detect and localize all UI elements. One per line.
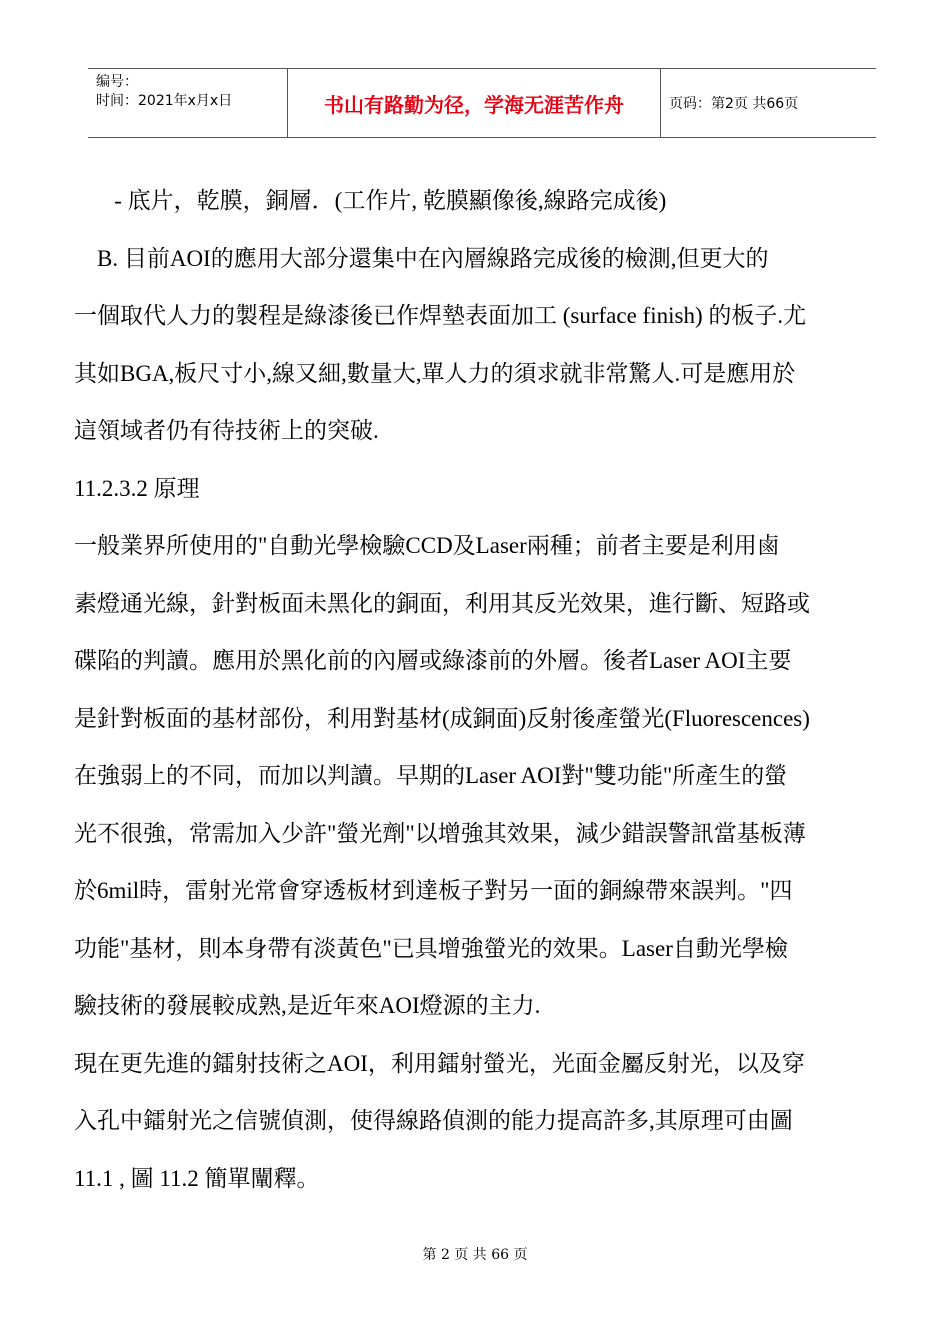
body-line: 碟陷的判讀。應用於黑化前的內層或綠漆前的外層。後者Laser AOI主要 — [74, 648, 792, 673]
page-footer: 第 2 页 共 66 页 — [422, 1247, 528, 1263]
body-line: 在強弱上的不同，而加以判讀。早期的Laser AOI對"雙功能"所產生的螢 — [74, 763, 788, 788]
body-line: 入孔中鐳射光之信號偵測，使得線路偵測的能力提高許多,其原理可由圖 — [74, 1108, 793, 1133]
header-meta-cell — [88, 69, 288, 137]
body-line: - 底片，乾膜，銅層．(工作片, 乾膜顯像後,線路完成後) — [74, 188, 667, 213]
body-line: 光不很強，常需加入少許"螢光劑"以增強其效果，減少錯誤警訊當基板薄 — [74, 820, 806, 846]
body-line: 11.1 , 圖 11.2 簡單闡釋。 — [74, 1165, 320, 1191]
header-time-label: 时间：2021年x月x日 — [96, 93, 233, 109]
header-page-label: 页码：第2页 共66页 — [669, 96, 799, 112]
body-line: 這領域者仍有待技術上的突破. — [74, 418, 379, 443]
section-heading: 11.2.3.2 原理 — [74, 475, 200, 501]
body-line: 其如BGA,板尺寸小,線又細,數量大,單人力的須求就非常驚人.可是應用於 — [74, 360, 796, 386]
header-code-label: 编号： — [96, 74, 138, 90]
body-line: 素燈通光線，針對板面未黑化的銅面，利用其反光效果，進行斷、短路或 — [74, 590, 810, 616]
document-header — [88, 68, 876, 138]
body-line: 一般業界所使用的"自動光學檢驗CCD及Laser兩種；前者主要是利用鹵 — [74, 533, 780, 558]
document-body — [74, 172, 892, 1207]
body-line: 於6mil時，雷射光常會穿透板材到達板子對另一面的銅線帶來誤判。"四 — [74, 878, 793, 903]
body-line: 功能"基材，則本身帶有淡黃色"已具增強螢光的效果。Laser自動光學檢 — [74, 935, 788, 961]
body-line: B. 目前AOI的應用大部分還集中在內層線路完成後的檢測,但更大的 — [74, 245, 769, 271]
body-line: 是針對板面的基材部份，利用對基材(成銅面)反射後產螢光(Fluorescences) — [74, 705, 810, 731]
body-line: 驗技術的發展較成熟,是近年來AOI燈源的主力. — [74, 993, 541, 1018]
body-line: 現在更先進的鐳射技術之AOI，利用鐳射螢光，光面金屬反射光，以及穿 — [74, 1050, 805, 1076]
header-motto: 书山有路勤为径，学海无涯苦作舟 — [288, 69, 661, 137]
body-line: 一個取代人力的製程是綠漆後已作焊墊表面加工 (surface finish) 的板子.尤 — [74, 303, 807, 328]
